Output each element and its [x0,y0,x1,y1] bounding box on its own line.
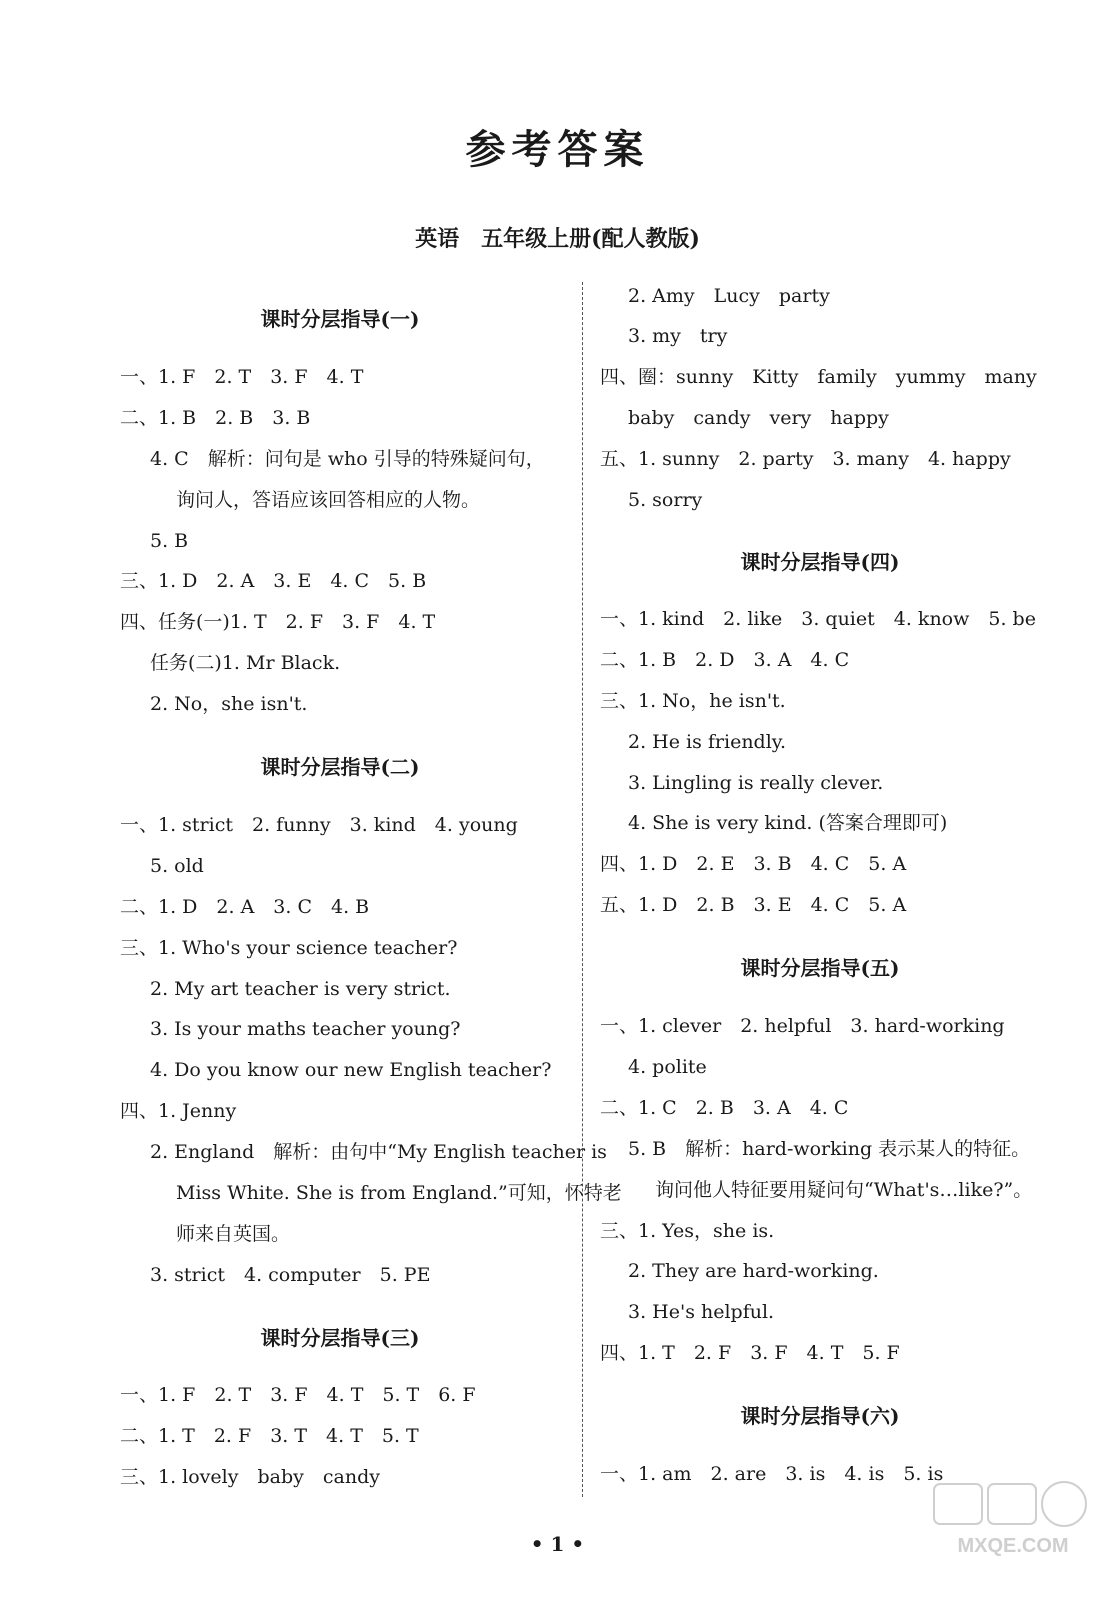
answer-line: 二、1. B 2. B 3. B [120,407,311,429]
answer-line: 任务(二)1. Mr Black. [150,652,341,674]
answer-line: 师来自英国。 [176,1223,291,1245]
answer-line: 2. My art teacher is very strict. [150,978,451,1000]
answer-line: 5. sorry [628,489,703,511]
answer-line: 四、1. Jenny [120,1100,237,1122]
answer-line: 五、1. D 2. B 3. E 4. C 5. A [600,894,907,916]
answer-line: 三、1. Yes，she is. [600,1220,775,1242]
section-heading-3: 课时分层指导(三) [260,1326,420,1350]
section-heading-1: 课时分层指导(一) [260,307,420,331]
answer-line: 三、1. lovely baby candy [120,1466,380,1488]
answer-line: 询问他人特征要用疑问句“What's…like?”。 [655,1179,1033,1201]
answer-line: 一、1. F 2. T 3. F 4. T [120,366,364,388]
answer-line: 4. C 解析：问句是 who 引导的特殊疑问句， [150,448,545,470]
answer-line: 2. England 解析：由句中“My English teacher is [150,1141,607,1163]
answer-line: 四、圈：sunny Kitty family yummy many [600,366,1037,388]
answer-line: 4. polite [628,1056,707,1078]
watermark-logo [928,1480,1098,1560]
page-number: • 1 • [530,1532,585,1556]
page-title: 参考答案 [465,126,650,173]
answer-line: 5. B 解析：hard-working 表示某人的特征。 [628,1138,1031,1160]
answer-line: 一、1. kind 2. like 3. quiet 4. know 5. be [600,608,1036,630]
answer-line: 询问人，答语应该回答相应的人物。 [176,489,481,511]
answer-line: 二、1. B 2. D 3. A 4. C [600,649,850,671]
section-heading-4: 课时分层指导(四) [740,550,900,574]
answer-line: 三、1. D 2. A 3. E 4. C 5. B [120,570,427,592]
section-heading-6: 课时分层指导(六) [740,1404,900,1428]
answer-line: 4. She is very kind. (答案合理即可) [628,812,948,834]
answer-line: 2. No，she isn't. [150,693,308,715]
answer-line: 3. Is your maths teacher young? [150,1018,461,1040]
answer-line: 3. strict 4. computer 5. PE [150,1264,431,1286]
answer-line: 5. B [150,530,189,552]
answer-line: 三、1. No，he isn't. [600,690,786,712]
answer-line: 二、1. C 2. B 3. A 4. C [600,1097,849,1119]
section-heading-2: 课时分层指导(二) [260,755,420,779]
answer-line: 四、任务(一)1. T 2. F 3. F 4. T [120,611,436,633]
answer-line: 5. old [150,855,204,877]
answer-line: 一、1. strict 2. funny 3. kind 4. young [120,814,518,836]
answer-line: 一、1. F 2. T 3. F 4. T 5. T 6. F [120,1384,476,1406]
answer-line: 四、1. D 2. E 3. B 4. C 5. A [600,853,907,875]
answer-line: 4. Do you know our new English teacher? [150,1059,552,1081]
answer-line: Miss White. She is from England.”可知，怀特老 [176,1182,622,1204]
answer-line: 2. He is friendly. [628,731,787,753]
answer-line: 二、1. D 2. A 3. C 4. B [120,896,370,918]
page-subtitle: 英语 五年级上册(配人教版) [415,226,700,252]
answer-line: 2. Amy Lucy party [628,285,830,307]
watermark-text: MXQE.COM [957,1535,1069,1557]
answer-line: 一、1. am 2. are 3. is 4. is 5. is [600,1463,944,1485]
answer-line: 2. They are hard-working. [628,1260,879,1282]
answer-line: 三、1. Who's your science teacher? [120,937,458,959]
column-divider [582,282,583,1497]
section-heading-5: 课时分层指导(五) [740,956,900,980]
answer-line: 五、1. sunny 2. party 3. many 4. happy [600,448,1011,470]
answer-line: 一、1. clever 2. helpful 3. hard-working [600,1015,1005,1037]
answer-line: 3. He's helpful. [628,1301,775,1323]
answer-line: 3. Lingling is really clever. [628,772,884,794]
answer-line: 3. my try [628,325,728,347]
answer-line: baby candy very happy [628,407,889,429]
answer-line: 二、1. T 2. F 3. T 4. T 5. T [120,1425,419,1447]
answer-line: 四、1. T 2. F 3. F 4. T 5. F [600,1342,900,1364]
